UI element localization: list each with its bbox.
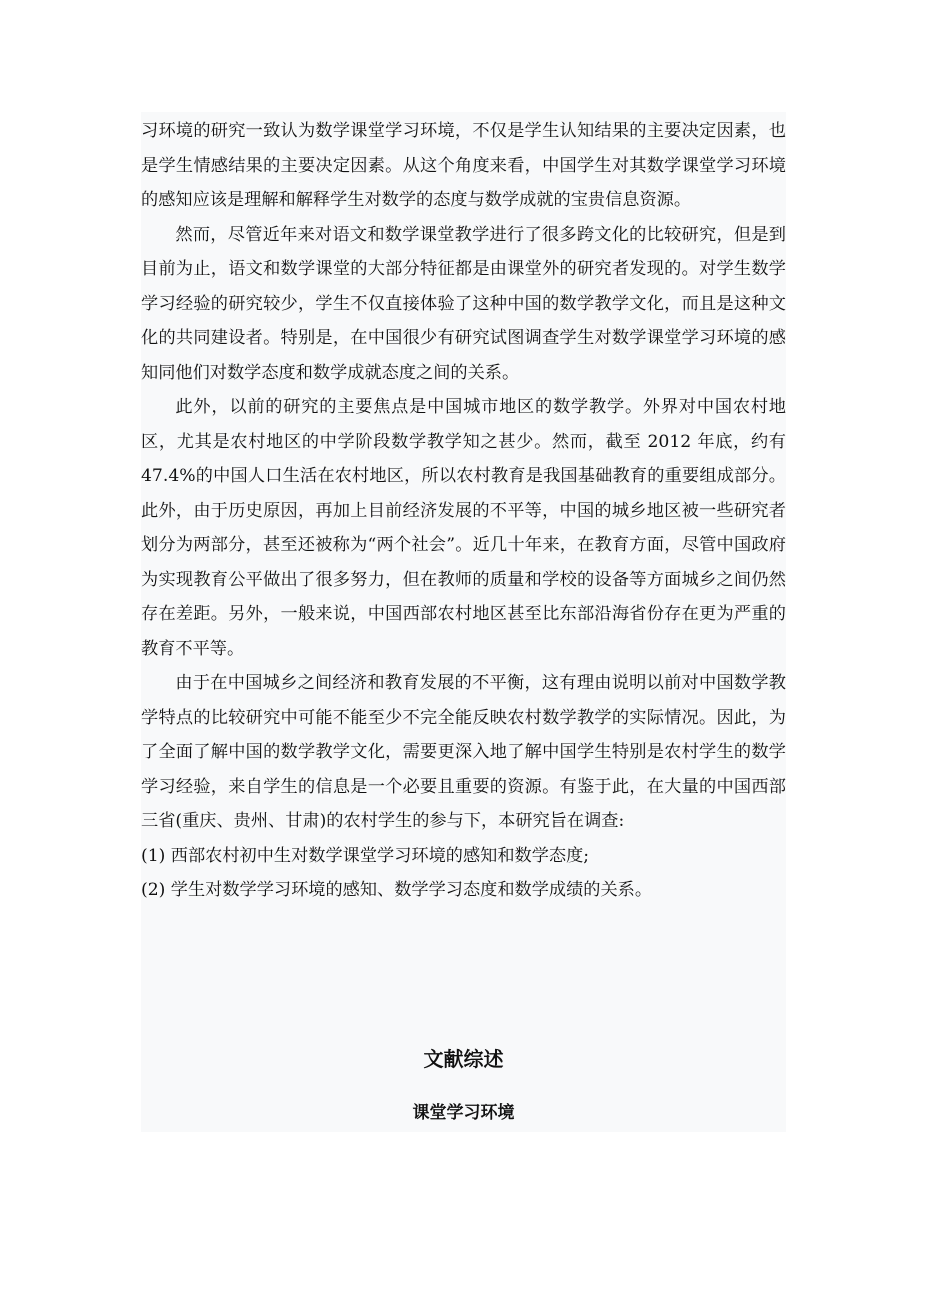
paragraph-2: 然而，尽管近年来对语文和数学课堂教学进行了很多跨文化的比较研究，但是到目前为止，语文和数学课堂的大部分特征都是由课堂外的研究者发现的。对学生数学学习经验的研究较少，学生不仅直接体验了这种中国的数学教学文化，而且是这种文化的共同建设者。特别是，在中国很少有研究试图调查学生对数学课堂学习环境的感知同他们对数学态度和数学成就态度之间的关系。 [141, 224, 786, 383]
list-item-2: (2) 学生对数学学习环境的感知、数学学习态度和数学成绩的关系。 [141, 880, 653, 900]
paragraph-4: 由于在中国城乡之间经济和教育发展的不平衡，这有理由说明以前对中国数学教学特点的比较研究中可能不能至少不完全能反映农村数学教学的实际情况。因此，为了全面了解中国的数学教学文化，需要更深入地了解中国学生特别是农村学生的数学学习经验，来自学生的信息是一个必要且重要的资源。有鉴于此，在大量的中国西部三省(重庆、贵州、甘肃)的农村学生的参与下，本研究旨在调查: [141, 673, 786, 831]
body-text [141, 114, 786, 908]
list-item-1: (1) 西部农村初中生对数学课堂学习环境的感知和数学态度; [141, 845, 590, 866]
section-heading: 文献综述 [423, 1047, 504, 1071]
paragraph-3: 此外，以前的研究的主要焦点是中国城市地区的数学教学。外界对中国农村地区，尤其是农村地区的中学阶段数学教学知之甚少。然而，截至 2012 年底，约有 47.4%的中国人口生活在农村地区，所以农村教育是我国基础教育的重要组成部分。此外，由于历史原因，再加上目前经济发展的不平等，中国的城乡地区被一些研究者划分为两部分，甚至还被称为“两个社会”。近几十年来，在教育方面，尽管中国政府为实现教育公平做出了很多努力，但在教师的质量和学校的设备等方面城乡之间仍然存在差距。另外，一般来说，中国西部农村地区甚至比东部沿海省份存在更为严重的教育不平等。 [141, 397, 786, 659]
subsection-heading: 课堂学习环境 [412, 1103, 515, 1123]
paragraph-1: 习环境的研究一致认为数学课堂学习环境，不仅是学生认知结果的主要决定因素，也是学生情感结果的主要决定因素。从这个角度来看，中国学生对其数学课堂学习环境的感知应该是理解和解释学生对数学的态度与数学成就的宝贵信息资源。 [141, 121, 786, 210]
